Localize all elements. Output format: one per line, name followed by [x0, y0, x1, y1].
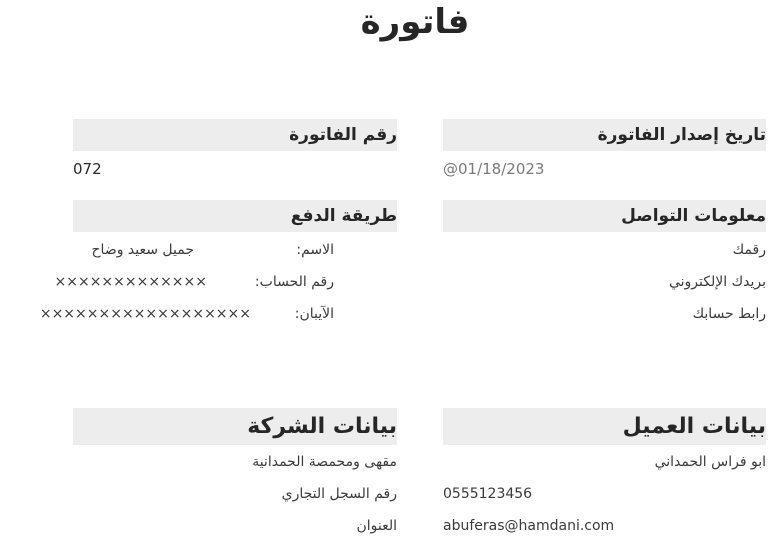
payment-name-value: جميل سعيد وضاح	[91, 242, 194, 258]
client-email: abuferas@hamdani.com	[443, 518, 615, 534]
invoice-title: فاتورة	[360, 2, 470, 42]
contact-info-section	[443, 200, 766, 330]
issue-date-section	[443, 119, 766, 178]
client-phone: 0555123456	[443, 486, 533, 502]
payment-iban-value: ××××××××××××××××××	[39, 306, 251, 322]
company-name: مقهى ومحمصة الحمدانية	[252, 454, 397, 470]
payment-method-label: طريقة الدفع	[73, 200, 397, 232]
issue-date-value: @01/18/2023	[443, 160, 545, 178]
company-data-section	[73, 408, 397, 542]
invoice-number-value: 072	[73, 160, 102, 178]
client-data-label: بيانات العميل	[443, 408, 766, 445]
company-address: العنوان	[356, 518, 397, 534]
contact-email: بريدك الإلكتروني	[668, 274, 766, 290]
contact-info-label: معلومات التواصل	[443, 200, 766, 232]
payment-name-row	[73, 234, 397, 266]
payment-iban-row	[39, 298, 397, 330]
payment-method-section	[39, 200, 397, 330]
contact-phone: رقمك	[732, 242, 766, 258]
payment-account-value: ×××××××××××××	[54, 274, 207, 290]
payment-account-label: رقم الحساب:	[254, 274, 334, 290]
payment-iban-label: الآيبان:	[294, 306, 334, 322]
company-registration: رقم السجل التجاري	[281, 486, 397, 502]
contact-link: رابط حسابك	[692, 306, 766, 322]
issue-date-label: تاريخ إصدار الفاتورة	[443, 119, 766, 151]
company-data-label: بيانات الشركة	[73, 408, 397, 445]
invoice-number-section	[73, 119, 397, 178]
payment-name-label: الاسم:	[296, 242, 334, 258]
client-data-section	[443, 408, 766, 542]
payment-account-row	[54, 266, 397, 298]
invoice-number-label: رقم الفاتورة	[73, 119, 397, 151]
client-name: ابو فراس الحمداني	[654, 454, 766, 470]
